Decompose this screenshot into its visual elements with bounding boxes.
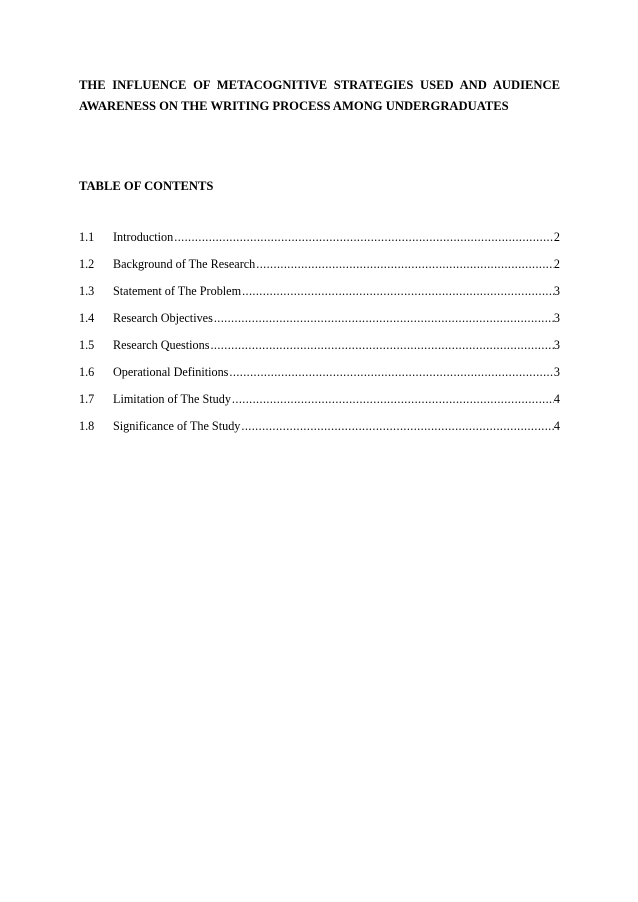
- toc-entry-page: 3: [553, 311, 560, 325]
- toc-entry-title: Limitation of The Study: [113, 392, 231, 406]
- toc-dot-leader: [209, 337, 553, 353]
- toc-entry-title: Research Questions: [113, 338, 210, 352]
- toc-entry-number: 1.4: [79, 311, 95, 325]
- toc-dot-leader: [255, 256, 554, 272]
- toc-entry-title: Significance of The Study: [113, 419, 241, 433]
- toc-entry-number: 1.5: [79, 338, 95, 352]
- table-of-contents: [79, 229, 560, 445]
- document-title-line-1: THE INFLUENCE OF METACOGNITIVE STRATEGIES USED AND AUDIENCE: [79, 78, 560, 92]
- toc-dot-leader: [231, 391, 554, 407]
- toc-entry-number: 1.1: [79, 230, 95, 244]
- toc-dot-leader: [228, 364, 553, 380]
- toc-entry-number: 1.6: [79, 365, 95, 379]
- toc-entry-page: 4: [553, 419, 560, 433]
- document-title-line-2: AWARENESS ON THE WRITING PROCESS AMONG UNDERGRADUATES: [79, 99, 509, 113]
- toc-entry-number: 1.3: [79, 284, 95, 298]
- toc-entry-page: 3: [553, 338, 560, 352]
- toc-entry-title: Introduction: [113, 230, 174, 244]
- toc-entry-title: Research Objectives: [113, 311, 213, 325]
- toc-entry: [79, 310, 560, 337]
- toc-entry: [79, 364, 560, 391]
- toc-entry-number: 1.8: [79, 419, 95, 433]
- toc-entry: [79, 283, 560, 310]
- toc-entry: [79, 337, 560, 364]
- toc-dot-leader: [241, 283, 554, 299]
- document-title: [79, 75, 560, 117]
- toc-entry-page: 3: [553, 365, 560, 379]
- toc-entry: [79, 256, 560, 283]
- toc-entry: [79, 229, 560, 256]
- toc-dot-leader: [240, 418, 554, 434]
- toc-entry-page: 2: [553, 230, 560, 244]
- toc-entry-title: Background of The Research: [113, 257, 256, 271]
- toc-dot-leader: [173, 229, 554, 245]
- toc-entry-title: Operational Definitions: [113, 365, 229, 379]
- toc-entry: [79, 418, 560, 445]
- toc-entry-number: 1.2: [79, 257, 95, 271]
- toc-entry-page: 2: [553, 257, 560, 271]
- toc-dot-leader: [213, 310, 554, 326]
- toc-entry-page: 3: [553, 284, 560, 298]
- toc-entry-title: Statement of The Problem: [113, 284, 242, 298]
- toc-heading: TABLE OF CONTENTS: [79, 179, 214, 193]
- toc-entry-page: 4: [553, 392, 560, 406]
- toc-entry-number: 1.7: [79, 392, 95, 406]
- toc-entry: [79, 391, 560, 418]
